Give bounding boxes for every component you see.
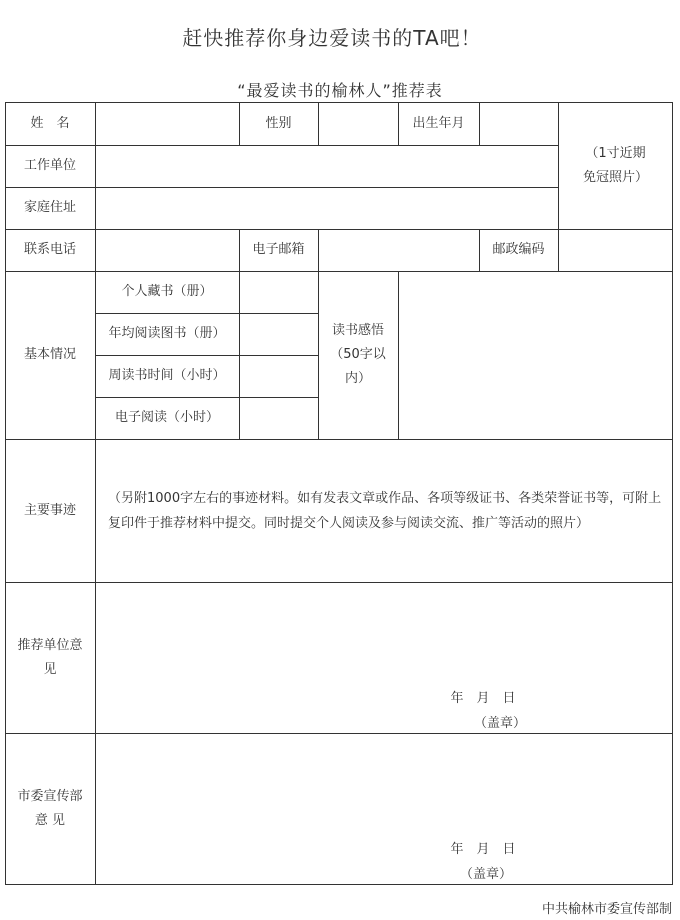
gender-label: 性别	[265, 115, 292, 131]
page-headline: 赶快推荐你身边爱读书的TA吧！	[182, 26, 482, 50]
department-seal: （盖章）	[459, 867, 512, 882]
rule	[5, 439, 673, 440]
reading-insight-label	[318, 271, 398, 439]
birth-date-label: 出生年月	[412, 115, 465, 131]
recommender-opinion-label	[5, 582, 95, 733]
recommendation-form	[5, 102, 673, 885]
gender-field[interactable]	[319, 103, 397, 145]
department-line: 市委宣传部	[17, 788, 83, 804]
photo-line: （1寸近期	[585, 145, 646, 161]
photo-line: 免冠照片）	[582, 169, 648, 185]
recommender-seal: （盖章）	[473, 716, 526, 731]
home-address-field[interactable]	[96, 188, 557, 229]
department-opinion-label	[5, 733, 95, 884]
main-deeds-note: （另附1000字左右的事迹材料。如有发表文章或作品、各项等级证书、各类荣誉证书等，可附上复印件于推荐材料中提交。同时提交个人阅读及参与阅读交流、推广等活动的照片）	[108, 491, 662, 531]
annual-reading-field[interactable]	[240, 314, 318, 355]
reading-insight-field[interactable]	[399, 272, 672, 439]
insight-line: 读书感悟	[331, 323, 384, 338]
phone-field[interactable]	[96, 230, 238, 271]
phone-label: 联系电话	[23, 242, 76, 257]
recommender-line: 见	[43, 661, 57, 677]
department-line: 意 见	[34, 812, 66, 828]
recommender-opinion-field[interactable]	[96, 583, 672, 733]
recommender-line: 推荐单位意	[17, 637, 83, 653]
main-deeds-label: 主要事迹	[23, 502, 76, 518]
ebook-reading-field[interactable]	[240, 398, 318, 439]
postal-code-field[interactable]	[559, 230, 672, 271]
postal-code-label: 邮政编码	[492, 242, 545, 257]
insight-line: （50字以	[330, 347, 386, 362]
photo-placeholder[interactable]	[559, 102, 672, 229]
email-label: 电子邮箱	[252, 242, 305, 257]
personal-books-label: 个人藏书（册）	[121, 284, 213, 299]
department-date: 年 月 日	[450, 842, 516, 857]
work-unit-label: 工作单位	[23, 158, 76, 173]
name-label: 姓 名	[30, 115, 70, 131]
name-field[interactable]	[96, 103, 238, 145]
issuer-footer: 中共榆林市委宣传部制	[541, 902, 672, 917]
email-field[interactable]	[319, 230, 478, 271]
birth-date-field[interactable]	[480, 103, 557, 145]
form-title: “最爱读书的榆林人”推荐表	[237, 81, 443, 100]
rule	[672, 102, 673, 885]
annual-reading-label: 年均阅读图书（册）	[108, 326, 226, 341]
weekly-reading-label: 周读书时间（小时）	[108, 368, 226, 383]
basic-info-label: 基本情况	[23, 347, 76, 362]
insight-line: 内）	[344, 371, 371, 386]
personal-books-field[interactable]	[240, 272, 318, 313]
weekly-reading-field[interactable]	[240, 356, 318, 397]
work-unit-field[interactable]	[96, 146, 557, 187]
ebook-reading-label: 电子阅读（小时）	[114, 410, 219, 425]
rule	[5, 884, 673, 885]
home-address-label: 家庭住址	[23, 200, 76, 215]
recommender-date: 年 月 日	[450, 691, 516, 706]
department-opinion-field[interactable]	[96, 734, 672, 884]
